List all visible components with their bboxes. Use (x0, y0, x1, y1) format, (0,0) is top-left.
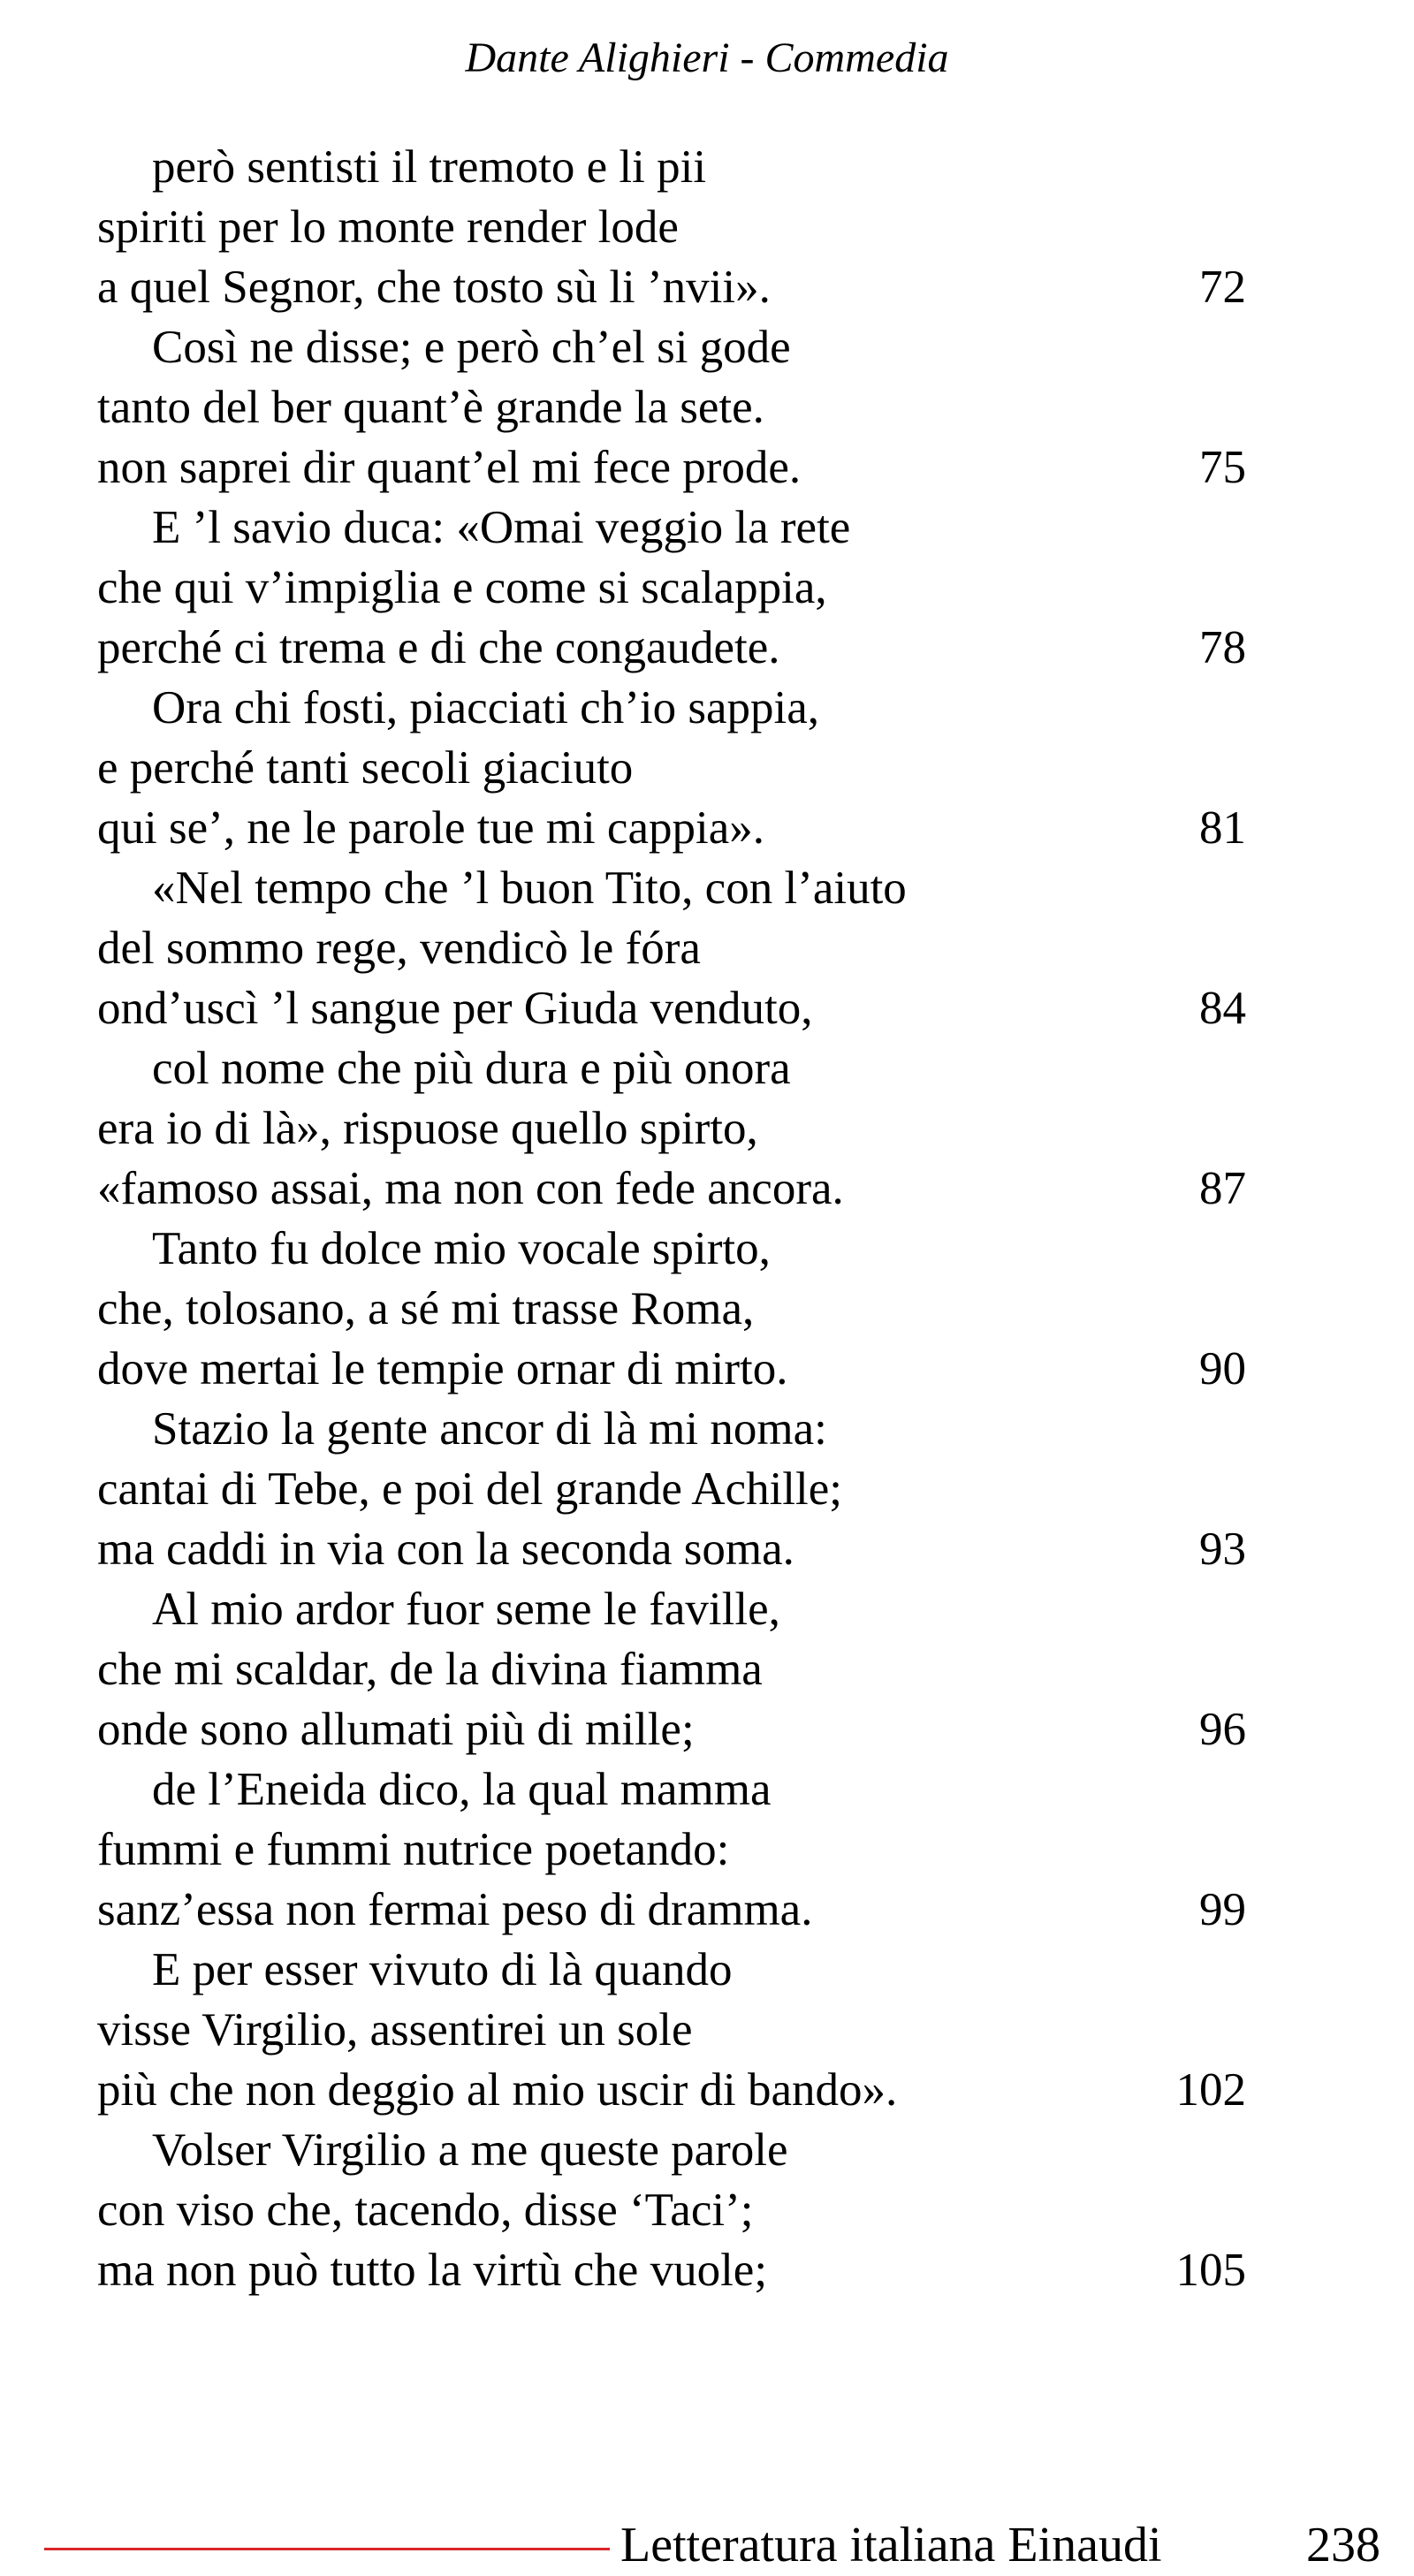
verse-line (97, 1098, 1246, 1159)
verse-line (97, 678, 1246, 738)
verse-line (97, 498, 1246, 558)
verse-text: e perché tanti secoli giaciuto (97, 742, 634, 794)
verse-text: ond’uscì ’l sangue per Giuda venduto, (97, 983, 813, 1034)
line-number: 72 (1199, 262, 1246, 313)
line-number: 84 (1199, 983, 1246, 1034)
verse-text: non saprei dir quant’el mi fece prode. (97, 442, 802, 493)
line-number: 99 (1199, 1884, 1246, 1935)
verse-text: però sentisti il tremoto e li pii (152, 141, 707, 193)
verse-text: Al mio ardor fuor seme le faville, (152, 1584, 780, 1635)
verse-text: «famoso assai, ma non con fede ancora. (97, 1163, 844, 1214)
verse-text: Tanto fu dolce mio vocale spirto, (152, 1223, 771, 1274)
verse-line (97, 1880, 1246, 1940)
verse-line (97, 858, 1246, 918)
line-number: 96 (1199, 1704, 1246, 1755)
verse-text: Stazio la gente ancor di là mi noma: (152, 1403, 827, 1455)
line-number: 87 (1199, 1163, 1246, 1214)
verse-line (97, 2180, 1246, 2240)
verse-line (97, 197, 1246, 257)
verse-text: E ’l savio duca: «Omai veggio la rete (152, 502, 851, 553)
verse-line (97, 1639, 1246, 1699)
line-number: 81 (1199, 802, 1246, 854)
verse-line (97, 618, 1246, 678)
verse-line (97, 257, 1246, 317)
verse-line (97, 437, 1246, 498)
verse-text: che mi scaldar, de la divina fiamma (97, 1644, 763, 1695)
verse-line (97, 1579, 1246, 1639)
publisher-name: Letteratura italiana Einaudi (620, 2518, 1162, 2572)
page-footer (0, 2514, 1414, 2576)
verse-text: «Nel tempo che ’l buon Tito, con l’aiuto (152, 862, 907, 914)
verse-line (97, 558, 1246, 618)
verse-text: E per esser vivuto di là quando (152, 1944, 733, 1995)
verse-block (97, 137, 1246, 2300)
verse-line (97, 137, 1246, 197)
verse-text: onde sono allumati più di mille; (97, 1704, 695, 1755)
line-number: 78 (1199, 622, 1246, 673)
verse-line (97, 918, 1246, 978)
footer-rule (44, 2548, 610, 2550)
verse-line (97, 1459, 1246, 1519)
verse-text: spiriti per lo monte render lode (97, 201, 679, 253)
running-header: Dante Alighieri - Commedia (465, 34, 949, 81)
verse-text: tanto del ber quant’è grande la sete. (97, 382, 764, 433)
verse-text: Così ne disse; e però ch’el si gode (152, 322, 791, 373)
verse-text: fummi e fummi nutrice poetando: (97, 1824, 730, 1875)
verse-text: perché ci trema e di che congaudete. (97, 622, 780, 673)
verse-line (97, 1399, 1246, 1459)
verse-line (97, 738, 1246, 798)
verse-text: più che non deggio al mio uscir di bando». (97, 2064, 898, 2116)
verse-line (97, 1759, 1246, 1820)
verse-text: sanz’essa non fermai peso di dramma. (97, 1884, 813, 1935)
verse-text: cantai di Tebe, e poi del grande Achille; (97, 1463, 843, 1515)
page-number: 238 (1306, 2518, 1380, 2572)
verse-line (97, 1699, 1246, 1759)
verse-line (97, 1219, 1246, 1279)
verse-line (97, 1940, 1246, 2000)
verse-text: Volser Virgilio a me queste parole (152, 2124, 788, 2176)
verse-text: era io di là», rispuose quello spirto, (97, 1103, 758, 1154)
verse-line (97, 798, 1246, 858)
verse-text: de l’Eneida dico, la qual mamma (152, 1764, 772, 1815)
verse-text: a quel Segnor, che tosto sù li ’nvii». (97, 262, 771, 313)
verse-line (97, 1038, 1246, 1098)
line-number: 102 (1175, 2064, 1246, 2116)
verse-line (97, 317, 1246, 377)
verse-text: con viso che, tacendo, disse ‘Taci’; (97, 2185, 754, 2236)
verse-line (97, 2120, 1246, 2180)
verse-text: dove mertai le tempie ornar di mirto. (97, 1343, 788, 1394)
verse-line (97, 1820, 1246, 1880)
verse-text: col nome che più dura e più onora (152, 1043, 791, 1094)
verse-text: del sommo rege, vendicò le fóra (97, 923, 701, 974)
verse-text: visse Virgilio, assentirei un sole (97, 2004, 693, 2055)
verse-text: ma caddi in via con la seconda soma. (97, 1524, 794, 1575)
line-number: 75 (1199, 442, 1246, 493)
verse-text: che qui v’impiglia e come si scalappia, (97, 562, 827, 613)
verse-line (97, 1339, 1246, 1399)
verse-line (97, 1159, 1246, 1219)
line-number: 105 (1175, 2245, 1246, 2296)
verse-line (97, 1519, 1246, 1579)
verse-line (97, 2060, 1246, 2120)
verse-text: qui se’, ne le parole tue mi cappia». (97, 802, 764, 854)
line-number: 93 (1199, 1524, 1246, 1575)
verse-line (97, 2240, 1246, 2300)
line-number: 90 (1199, 1343, 1246, 1394)
verse-text: ma non può tutto la virtù che vuole; (97, 2245, 768, 2296)
verse-text: che, tolosano, a sé mi trasse Roma, (97, 1283, 755, 1334)
verse-line (97, 978, 1246, 1038)
verse-line (97, 377, 1246, 437)
verse-text: Ora chi fosti, piacciati ch’io sappia, (152, 682, 819, 733)
verse-line (97, 2000, 1246, 2060)
verse-line (97, 1279, 1246, 1339)
